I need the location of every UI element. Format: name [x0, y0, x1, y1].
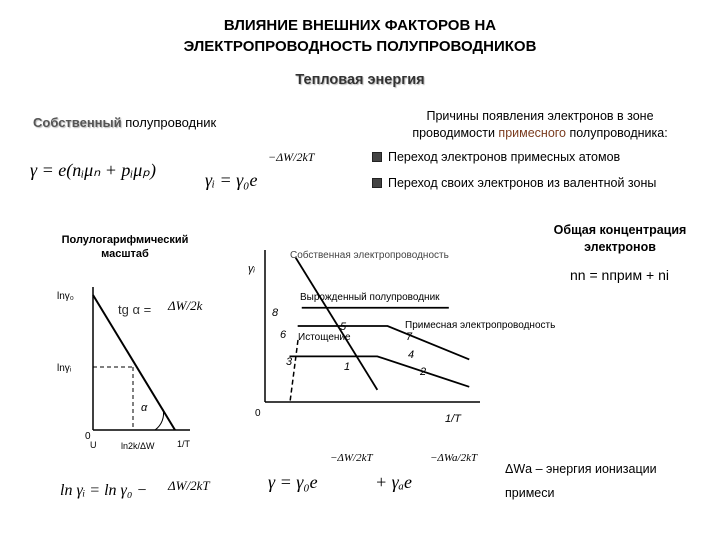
- formula-log-lhs: ln γᵢ = ln γ₀ −: [60, 482, 148, 499]
- chart-series-line-1: [296, 258, 378, 390]
- formula-intrinsic-exponent: −ΔW/2kT: [268, 150, 315, 164]
- semilog-label: [40, 233, 210, 261]
- reasons-line2: [380, 125, 700, 142]
- intrinsic-heading-highlight: Собственный: [33, 115, 122, 130]
- semilog-tick-u: U: [90, 440, 97, 450]
- chart-point-3: 3: [286, 356, 293, 368]
- chart-point-5: 5: [340, 321, 347, 333]
- chart-point-6: 6: [280, 329, 287, 341]
- chart-point-1: 1: [344, 361, 351, 373]
- ionization-note: [505, 457, 657, 505]
- bullet-square-icon: [372, 178, 382, 188]
- intrinsic-heading-rest: полупроводник: [121, 115, 217, 130]
- chart-annotation-depletion: Истощение: [298, 332, 351, 343]
- chart-annotation-intrinsic: Собственная электропроводность: [290, 250, 449, 261]
- ionization-line2: примеси: [505, 486, 555, 500]
- chart-point-7: 7: [406, 331, 413, 343]
- semilog-tick-lngi: lnγᵢ: [57, 363, 72, 374]
- semilog-tick-ln2k: ln2k/ΔW: [121, 441, 155, 451]
- chart-dashed-curve: [290, 340, 298, 402]
- reasons-line1: Причины появления электронов в зоне: [426, 109, 654, 123]
- bullet-text-2: Переход своих электронов из валентной зоны: [388, 176, 657, 190]
- formula-conductivity: γ = e(nᵢμₙ + pᵢμₚ): [30, 160, 157, 180]
- ionization-line1: ΔWа – энергия ионизации: [505, 462, 657, 476]
- total-concentration-line2: электронов: [584, 240, 656, 254]
- semilog-alpha-label: α: [141, 402, 148, 414]
- chart-point-8: 8: [272, 307, 279, 319]
- chart-origin: 0: [255, 408, 261, 419]
- semilog-tick-zero: 0: [85, 431, 91, 442]
- page-title-line1: ВЛИЯНИЕ ВНЕШНИХ ФАКТОРОВ НА: [223, 17, 497, 34]
- semilog-label-line2: масштаб: [101, 248, 149, 260]
- chart-point-2: 2: [420, 366, 427, 378]
- chart-xlabel: 1/T: [445, 413, 461, 425]
- formula-total-base: γ = γ₀e: [268, 472, 318, 492]
- tg-alpha-fraction: ΔW/2k: [168, 298, 203, 313]
- reasons-line2-b: полупроводника:: [566, 126, 668, 140]
- bullet-text-1: Переход электронов примесных атомов: [388, 150, 621, 164]
- formula-total-exp1: −ΔW/2kT: [330, 452, 373, 464]
- formula-total-exp2: −ΔWa/2kT: [430, 452, 478, 464]
- reasons-line2-a: проводимости: [412, 126, 499, 140]
- intrinsic-heading: [33, 115, 216, 130]
- bullet-square-icon: [372, 152, 382, 162]
- bullet-item-2: [372, 176, 656, 190]
- tg-alpha-label: tg α =: [118, 302, 152, 317]
- chart-annotation-impurity: Примесная электропроводность: [405, 320, 556, 331]
- total-formula: nn = nприм + ni: [570, 267, 669, 283]
- reasons-line2-highlight: примесного: [498, 126, 567, 140]
- semilog-label-line1: Полулогарифмический: [61, 234, 189, 246]
- reasons-text: [380, 108, 700, 142]
- chart-point-4: 4: [408, 349, 415, 361]
- semilog-tick-invT: 1/T: [177, 439, 191, 449]
- formula-log-fraction: ΔW/2kT: [168, 478, 210, 493]
- subtitle: Тепловая энергия: [295, 72, 425, 88]
- conductivity-chart: [240, 240, 556, 440]
- chart-series-line-4: [290, 356, 470, 386]
- page-title-line2: ЭЛЕКТРОПРОВОДНОСТЬ ПОЛУПРОВОДНИКОВ: [183, 38, 537, 55]
- bullet-item-1: [372, 150, 620, 164]
- chart-ylabel: γᵢ: [248, 263, 255, 275]
- total-concentration: [520, 222, 720, 256]
- semilog-tick-lng0: lnγ₀: [57, 291, 74, 302]
- semilog-angle-arc: [155, 409, 164, 430]
- formula-intrinsic: γᵢ = γ₀e: [205, 170, 258, 190]
- total-concentration-line1: Общая концентрация: [553, 223, 687, 237]
- formula-total-mid: + γₐe: [375, 472, 412, 492]
- chart-annotation-degenerate: Вырожденный полупроводник: [300, 292, 440, 303]
